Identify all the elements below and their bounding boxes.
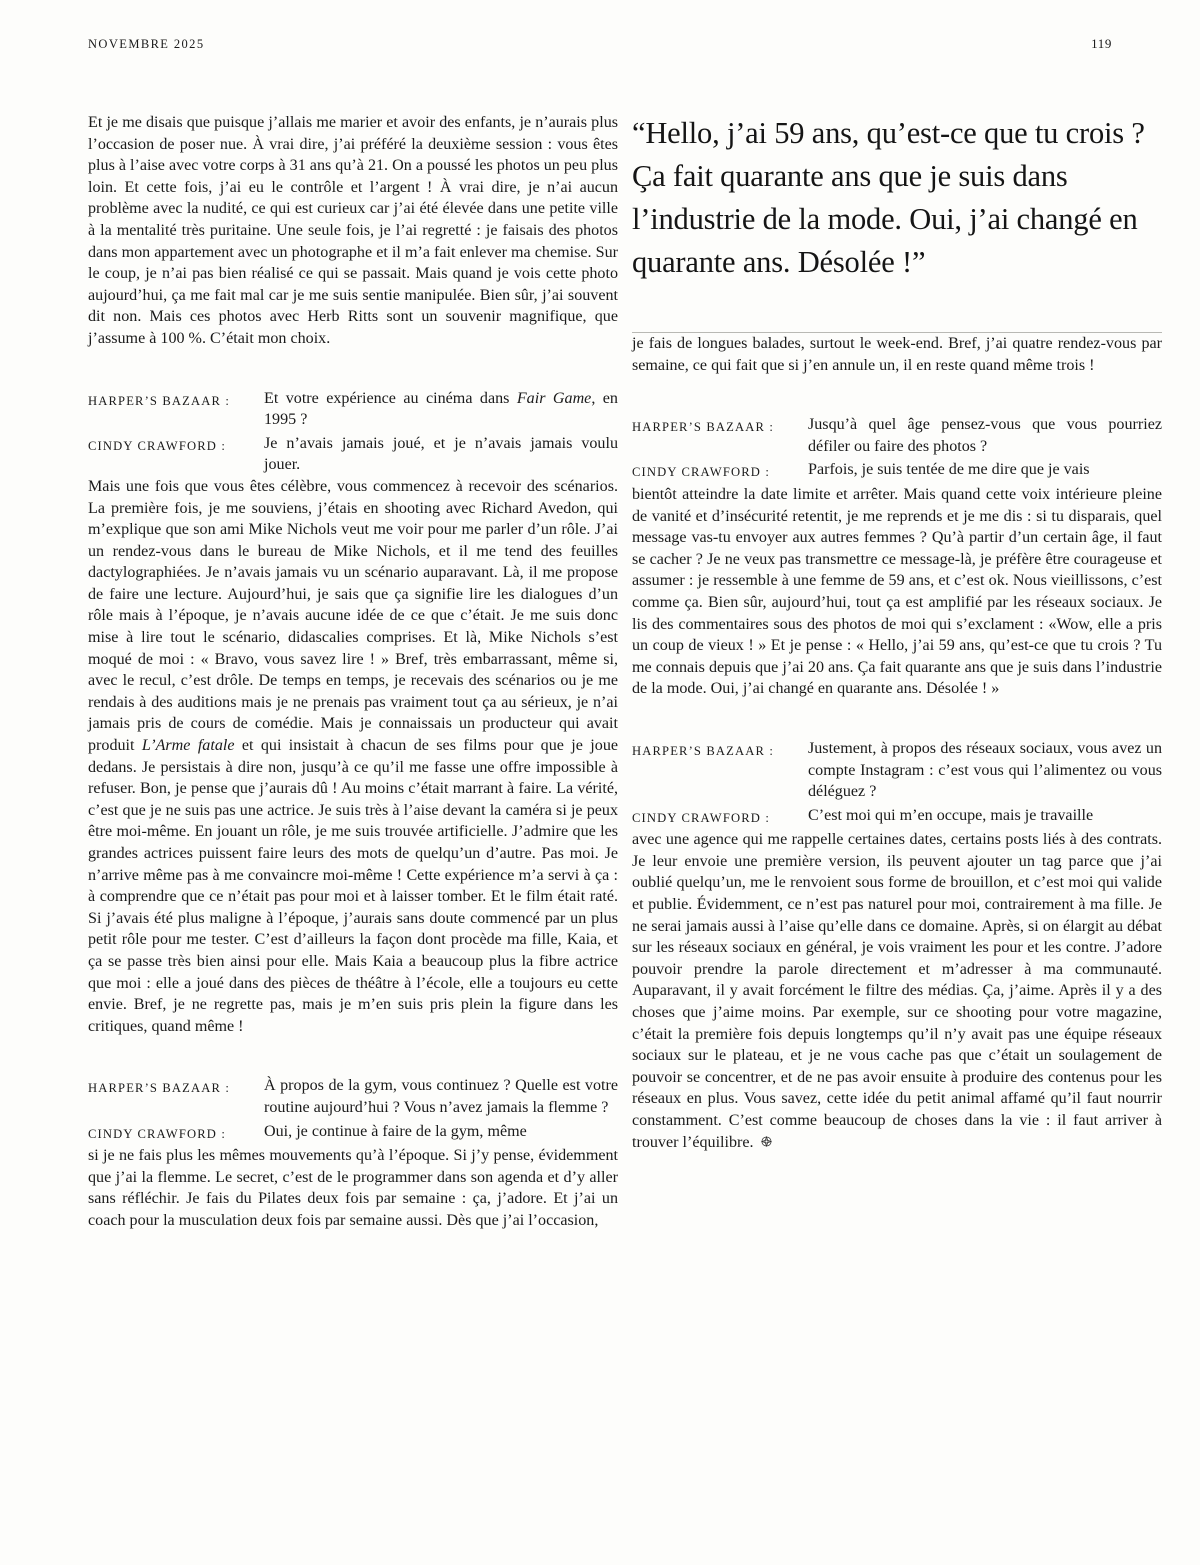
speaker-interviewer: HARPER’S BAZAAR : xyxy=(632,420,775,435)
qa-group-four xyxy=(632,738,1162,829)
spacer xyxy=(632,700,1162,720)
question-text: À propos de la gym, vous continuez ? Quelle est votre routine aujourd’hui ? Vous n’avez jamais la flemme ? xyxy=(264,1077,618,1116)
speaker-interviewer: HARPER’S BAZAAR : xyxy=(632,743,775,758)
spacer xyxy=(88,1037,618,1057)
spacer xyxy=(88,350,618,370)
qa-question xyxy=(632,738,1162,803)
continuation-paragraph: je fais de longues balades, surtout le week-end. Bref, j’ai quatre rendez-vous par semaine, ce qui fait que si j’en annule un, il en reste quand même trois ! xyxy=(632,335,1162,374)
question-text-part2: , en 1995 ? xyxy=(264,389,618,429)
answer-text-lead: C’est moi qui m’en occupe, mais je travaille xyxy=(808,806,1094,824)
qa-answer xyxy=(88,1121,618,1146)
left-column xyxy=(88,112,618,1512)
question-text: Jusqu’à quel âge pensez-vous que vous pourriez défiler ou faire des photos ? xyxy=(808,416,1162,455)
qa-group-one xyxy=(88,388,618,476)
answer-continuation-four xyxy=(632,829,1162,1153)
qa-question xyxy=(88,388,618,431)
answer-part2: et qui insistait à chacun de ses films pour que je joue dedans. Je persistais à dire non, jusqu’à ce qu’il me fasse une offre impossible à refuser. Bon, je pense que j’aurais dû ! Au moins c’était marrant à faire. La vérité, c’est que je ne suis pas une actrice. Je suis très à l’aise devant la caméra si je peux être moi-même. En jouant un rôle, je me suis trouvée artificielle. J’admire que les grandes actrices puissent faire leurs des mots de quelqu’un d’autre. Pas moi. Je n’arrive même pas à me convaincre moi-même ! Cette expérience m’a servi à ça : à comprendre que ce n’était pas pour moi et à laisser tomber. Et le film était raté. Si j’avais été plus maligne à l’époque, j’aurais sans doute commencé par un plus petit rôle pour me tester. C’est d’ailleurs la façon dont procède ma fille, Kaia, et ça se passe très bien ainsi pour elle. Mais Kaia a beaucoup plus la fibre actrice que moi : elle a joué dans des pièces de théâtre à l’école, elle a toujours eu cette envie. Bref, je ne regrette pas, mais je m’en suis pris plein la figure dans les critiques, quand même ! xyxy=(88,737,619,1035)
answer-part1: Mais une fois que vous êtes célèbre, vous commencez à recevoir des scénarios. La première fois, je me souviens, j’étais en shooting avec Richard Avedon, qui m’explique que son ami Mike Nichols veut me voir pour me parler d’un rôle. J’ai un rendez-vous dans le bureau de Mike Nichols, et il me tend des feuilles dactylographiées. Je n’avais jamais vu un scénario auparavant. Là, il me propose de faire une lecture. Aujourd’hui, je sais que ça signifie lire les dialogues d’un rôle mais à l’époque, je n’avais aucune idée de ce que c’était. Je me suis donc mise à lire tout le scénario, didascalies comprises. Et là, Mike Nichols s’est moqué de moi : « Bravo, vous savez lire ! » Bref, très embarrassant, même si, avec le recul, c’est drôle. De temps en temps, je recevais des scénarios ou je me rendais à des auditions mais je ne prenais pas vraiment tout ça au sérieux, je n’ai jamais pris de cours de comédie. Mais je connaissais un producteur qui avait produit xyxy=(88,477,618,755)
question-text xyxy=(264,388,618,431)
answer-continuation-one xyxy=(88,476,618,1037)
end-mark-icon xyxy=(760,1135,773,1148)
film-title-italic-2: L’Arme fatale xyxy=(141,737,235,755)
speaker-subject: CINDY CRAWFORD : xyxy=(632,810,770,825)
qa-group-three xyxy=(632,414,1162,484)
answer-continuation-two: si je ne fais plus les mêmes mouvements qu’à l’époque. Si j’y pense, évidemment que j’ai la flemme. Le secret, c’est de le programmer dans son agenda et d’y aller sans réfléchir. Je fais du Pilates deux fois par semaine : ça, j’adore. Et j’ai un coach pour la musculation deux fois par semaine aussi. Dès que j’ai l’occasion, xyxy=(88,1147,618,1229)
running-head xyxy=(88,36,1112,52)
right-column xyxy=(632,112,1162,1512)
speaker-interviewer: HARPER’S BAZAAR : xyxy=(88,393,231,408)
answer-text-lead: Parfois, je suis tentée de me dire que je vais xyxy=(808,461,1090,479)
question-text-part1: Et votre expérience au cinéma dans xyxy=(264,389,517,407)
film-title-italic: Fair Game xyxy=(516,389,592,407)
spacer xyxy=(632,376,1162,396)
speaker-interviewer: HARPER’S BAZAAR : xyxy=(88,1081,231,1096)
question-text: Justement, à propos des réseaux sociaux, vous avez un compte Instagram : c’est vous qui l’alimentez ou vous déléguez ? xyxy=(808,739,1162,801)
qa-answer xyxy=(632,459,1162,484)
qa-question xyxy=(632,414,1162,457)
opening-paragraph: Et je me disais que puisque j’allais me marier et avoir des enfants, je n’aurais plus l’occasion de poser nue. À vrai dire, j’ai préféré la deuxième session : vous êtes plus à l’aise avec votre corps à 31 ans qu’à 21. On a poussé les photos un peu plus loin. Et cette fois, j’ai eu le contrôle et l’argent ! À vrai dire, je n’ai aucun problème avec la nudité, ce qui est curieux car j’ai été élevée dans une petite ville à la mentalité très puritaine. Une seule fois, je l’ai regretté : je faisais des photos dans mon appartement avec un photographe et il m’a fait enlever ma chemise. Sur le coup, je n’ai pas bien réalisé ce qui se passait. Mais quand je vois cette photo aujourd’hui, ça me fait mal car je me suis sentie manipulée. Bien sûr, j’ai souvent dit non. Mais ces photos avec Herb Ritts sont un souvenir magnifique, que j’assume à 100 %. C’était mon choix. xyxy=(88,114,618,347)
issue-date: NOVEMBRE 2025 xyxy=(88,37,205,51)
speaker-subject: CINDY CRAWFORD : xyxy=(632,465,770,480)
qa-question xyxy=(88,1075,618,1118)
qa-answer xyxy=(88,433,618,476)
qa-group-two xyxy=(88,1075,618,1145)
pull-quote: “Hello, j’ai 59 ans, qu’est-ce que tu crois ? Ça fait quarante ans que je suis dans l’industrie de la mode. Oui, j’ai changé en quarante ans. Désolée !” xyxy=(632,116,1145,279)
speaker-subject: CINDY CRAWFORD : xyxy=(88,438,226,453)
answer-final-text: avec une agence qui me rappelle certaines dates, certains posts liés à des contrats. Je leur envoie une première version, ils peuvent ajouter un tag parce que j’ai oublié quelqu’un, me le renvoient sous forme de brouillon, et c’est moi qui valide et publie. Évidemment, ce n’est pas naturel pour moi, contrairement à ma fille. Je ne serai jamais aussi à l’aise qu’elle dans ce domaine. Après, si on élargit au débat sur les réseaux sociaux en général, je vois vraiment les pour et les contre. J’adore pouvoir prendre la parole directement et m’adresser à ma communauté. Auparavant, il y avait forcément le filtre des médias. Ça, j’aime. Après il y a des choses que j’aime moins. Par exemple, sur ce shooting pour votre magazine, c’était la première fois depuis longtemps qu’il n’y avait pas une équipe réseaux sociaux sur le plateau, et je ne vous cache pas que c’était un soulagement de pouvoir se concentrer, et de ne pas avoir ensuite à produire des contenus pour les réseaux en plus. Vous savez, cette idée du petit animal affamé qu’il faut nourrir constamment. C’est comme beaucoup de choses dans la vie : il faut arriver à trouver l’équilibre. xyxy=(632,831,1162,1151)
speaker-subject: CINDY CRAWFORD : xyxy=(88,1126,226,1141)
answer-text-lead: Je n’avais jamais joué, et je n’avais jamais voulu jouer. xyxy=(264,434,618,474)
answer-text-lead: Oui, je continue à faire de la gym, même xyxy=(264,1122,527,1140)
page-number: 119 xyxy=(1091,36,1112,51)
answer-continuation-three: bientôt atteindre la date limite et arrêter. Mais quand cette voix intérieure pleine de vanité et d’insécurité retentit, je me reprends et je me dis : si tu disparais, quel message vas-tu envoyer aux autres femmes ? Qu’à partir d’un certain âge, il faut se cacher ? Je ne veux pas transmettre ce message-là, je préfère être courageuse et assumer : je ressemble à une femme de 59 ans, et c’est ok. Nous vieillissons, c’est comme ça. Bien sûr, aujourd’hui, tout ça est amplifié par les réseaux sociaux. Je lis des commentaires sous des photos de moi qui s’exclament : «Wow, elle a pris un coup de vieux ! » Et je pense : « Hello, j’ai 59 ans, qu’est-ce que tu crois ? Tu me connais depuis que j’ai 20 ans. Ça fait quarante ans que je suis dans l’industrie de la mode. Oui, j’ai changé en quarante ans. Désolée ! » xyxy=(632,485,1162,698)
qa-answer xyxy=(632,805,1162,830)
